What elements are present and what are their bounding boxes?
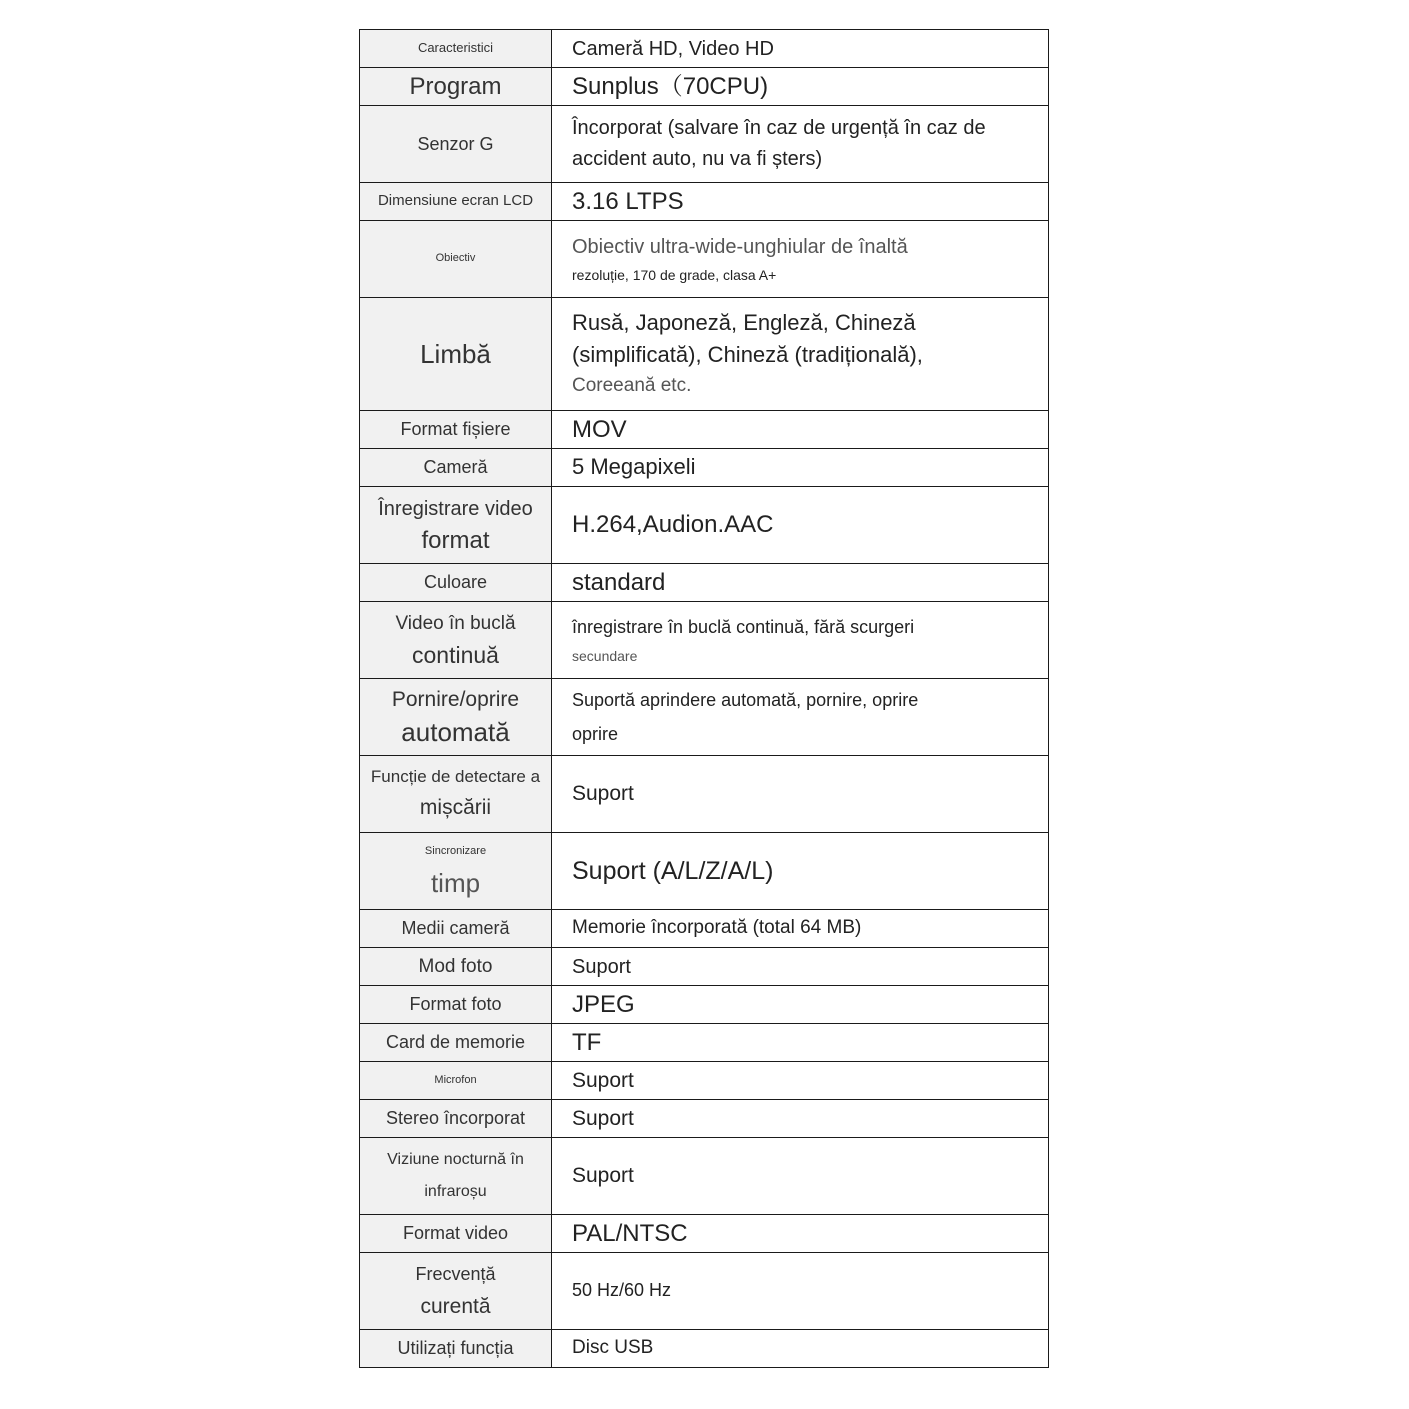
spec-key-line: Pornire/oprire [391, 687, 520, 711]
spec-value [552, 679, 1049, 756]
spec-key: Format foto [360, 986, 552, 1024]
spec-value: Disc USB [552, 1330, 1049, 1368]
table-row [360, 298, 1049, 411]
spec-key [360, 756, 552, 833]
spec-value: Suport [552, 1062, 1049, 1100]
spec-key: Program [360, 68, 552, 106]
spec-key: Dimensiune ecran LCD [360, 183, 552, 221]
spec-key-line: mișcării [419, 796, 492, 820]
table-row [360, 106, 1049, 183]
spec-value-line: oprire [572, 724, 619, 744]
spec-key-line: format [421, 526, 490, 554]
spec-value: Suport [552, 756, 1049, 833]
table-row [360, 986, 1049, 1024]
spec-value: TF [552, 1024, 1049, 1062]
spec-key: Limbă [360, 298, 552, 411]
spec-value: PAL/NTSC [552, 1215, 1049, 1253]
spec-value: Suport [552, 948, 1049, 986]
spec-key: Caracteristici [360, 30, 552, 68]
spec-key: Culoare [360, 564, 552, 602]
spec-value: Cameră HD, Video HD [552, 30, 1049, 68]
spec-key-line: Video în buclă [395, 612, 516, 634]
spec-key-line: Funcție de detectare a [370, 767, 541, 787]
table-row [360, 30, 1049, 68]
spec-value-line: Obiectiv ultra-wide-unghiular de înaltă [572, 236, 908, 259]
table-row [360, 1024, 1049, 1062]
table-row [360, 1253, 1049, 1330]
spec-key: Obiectiv [360, 221, 552, 298]
spec-value: MOV [552, 411, 1049, 449]
spec-key [360, 679, 552, 756]
table-row [360, 1138, 1049, 1215]
table-row [360, 756, 1049, 833]
spec-value: 50 Hz/60 Hz [552, 1253, 1049, 1330]
specifications-table [359, 29, 1049, 1368]
spec-value: H.264,Audion.AAC [552, 487, 1049, 564]
spec-value: Suport [552, 1100, 1049, 1138]
spec-value-line: Coreeană etc. [572, 374, 692, 396]
spec-value: 3.16 LTPS [552, 183, 1049, 221]
spec-value: Suport (A/L/Z/A/L) [552, 833, 1049, 910]
spec-value-line: înregistrare în buclă continuă, fără scurgeri [572, 617, 915, 638]
spec-value-line: Suportă aprindere automată, pornire, oprire [572, 689, 919, 710]
spec-value-line: secundare [572, 647, 638, 664]
table-row [360, 1062, 1049, 1100]
spec-key [360, 487, 552, 564]
spec-value: standard [552, 564, 1049, 602]
spec-value [552, 602, 1049, 679]
spec-key: Utilizați funcția [360, 1330, 552, 1368]
table-row [360, 602, 1049, 679]
table-row [360, 679, 1049, 756]
table-row [360, 183, 1049, 221]
spec-key: Format video [360, 1215, 552, 1253]
spec-value-line: Rusă, Japoneză, Engleză, Chineză (simplificată), Chineză (tradițională), [572, 309, 923, 367]
spec-key [360, 1138, 552, 1215]
spec-value: JPEG [552, 986, 1049, 1024]
table-row [360, 910, 1049, 948]
table-row [360, 487, 1049, 564]
spec-key: Microfon [360, 1062, 552, 1100]
spec-key-line: Înregistrare video [378, 497, 533, 520]
table-row [360, 564, 1049, 602]
spec-key: Medii cameră [360, 910, 552, 948]
table-row [360, 1100, 1049, 1138]
table-row [360, 948, 1049, 986]
table-row [360, 221, 1049, 298]
spec-key [360, 1253, 552, 1330]
spec-key-line: continuă [412, 642, 499, 668]
spec-key: Stereo încorporat [360, 1100, 552, 1138]
table-row [360, 411, 1049, 449]
spec-key [360, 833, 552, 910]
spec-value: Sunplus（70CPU) [552, 68, 1049, 106]
spec-key: Senzor G [360, 106, 552, 183]
spec-key: Card de memorie [360, 1024, 552, 1062]
spec-key: Mod foto [360, 948, 552, 986]
spec-key-line: timp [430, 867, 481, 898]
spec-value [552, 221, 1049, 298]
spec-key-line: Sincronizare [424, 845, 487, 858]
spec-value: Suport [552, 1138, 1049, 1215]
table-row [360, 449, 1049, 487]
table-row [360, 68, 1049, 106]
spec-key-line: automată [401, 717, 510, 748]
table-row [360, 833, 1049, 910]
spec-key-line: Viziune nocturnă în [387, 1151, 524, 1168]
spec-value-line: rezoluție, 170 de grade, clasa A+ [572, 267, 777, 284]
spec-value [552, 298, 1049, 411]
table-row [360, 1330, 1049, 1368]
spec-value: 5 Megapixeli [552, 449, 1049, 487]
spec-key-line: Frecvență [415, 1264, 496, 1284]
spec-value: Încorporat (salvare în caz de urgență în caz de accident auto, nu va fi șters) [552, 106, 1049, 183]
spec-key [360, 602, 552, 679]
table-row [360, 1215, 1049, 1253]
spec-key: Format fișiere [360, 411, 552, 449]
spec-value: Memorie încorporată (total 64 MB) [552, 910, 1049, 948]
spec-key-line: curentă [420, 1295, 491, 1319]
spec-key-line: infraroșu [424, 1183, 487, 1200]
spec-key: Cameră [360, 449, 552, 487]
